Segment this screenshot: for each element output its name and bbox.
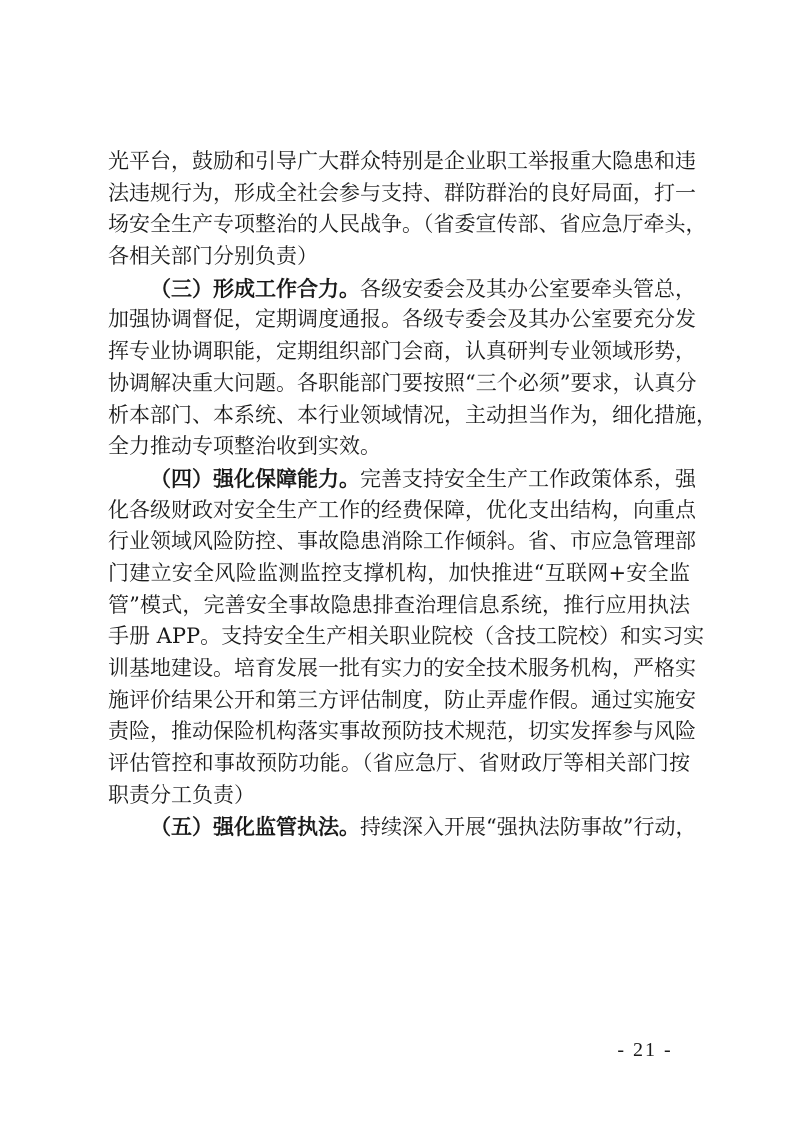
section-first-line-text: 完善支持安全生产工作政策体系，强 [360,466,696,491]
section-first-line [108,463,696,495]
text-line: 挥专业协调职能，定期组织部门会商，认真研判专业领域形势， [108,339,696,364]
text-line: 法违规行为，形成全社会参与支持、群防群治的良好局面，打一 [108,180,696,205]
text-line: 全力推动专项整治收到实效。 [108,434,381,459]
section-first-line [108,811,697,843]
page-number: - 21 - [617,1039,673,1061]
text-line: 职责分工负责） [108,782,255,807]
text-line: 手册 APP。支持安全生产相关职业院校（含技工院校）和实习实 [108,624,705,649]
text-line: 场安全生产专项整治的人民战争。（省委宣传部、省应急厅牵头， [108,212,707,237]
text-line: 责险，推动保险机构落实事故预防技术规范，切实发挥参与风险 [108,719,696,744]
text-line: 训基地建设。培育发展一批有实力的安全技术服务机构，严格实 [108,656,696,680]
section-heading: （五）强化监管执法。 [150,814,360,840]
section-first-line-text: 各级安委会及其办公室要牵头管总， [360,276,696,301]
body-text [108,146,717,843]
text-line: 加强协调督促，定期调度通报。各级专委会及其办公室要充分发 [108,307,696,332]
text-line: 协调解决重大问题。各职能部门要按照“三个必须”要求，认真分 [108,370,697,395]
text-line: 评估管控和事故预防功能。（省应急厅、省财政厅等相关部门按 [108,751,690,776]
text-line: 化各级财政对安全生产工作的经费保障，优化支出结构，向重点 [108,497,696,522]
text-line: 析本部门、本系统、本行业领域情况，主动担当作为，细化措施， [108,402,717,427]
text-line: 行业领域风险防控、事故隐患消除工作倾斜。省、市应急管理部 [108,529,696,554]
text-line: 各相关部门分别负责） [108,244,318,269]
text-line: 施评价结果公开和第三方评估制度，防止弄虚作假。通过实施安 [108,687,696,712]
text-line: 门建立安全风险监测监控支撑机构，加快推进“互联网+安全监 [108,560,690,585]
text-line: 光平台，鼓励和引导广大群众特别是企业职工举报重大隐患和违 [108,149,696,173]
section-first-line [108,273,696,305]
section-first-line-text: 持续深入开展“强执法防事故”行动， [360,815,697,840]
text-line: 管”模式，完善安全事故隐患排查治理信息系统，推行应用执法 [108,592,690,617]
section-heading: （四）强化保障能力。 [150,465,360,491]
section-heading: （三）形成工作合力。 [150,275,360,301]
